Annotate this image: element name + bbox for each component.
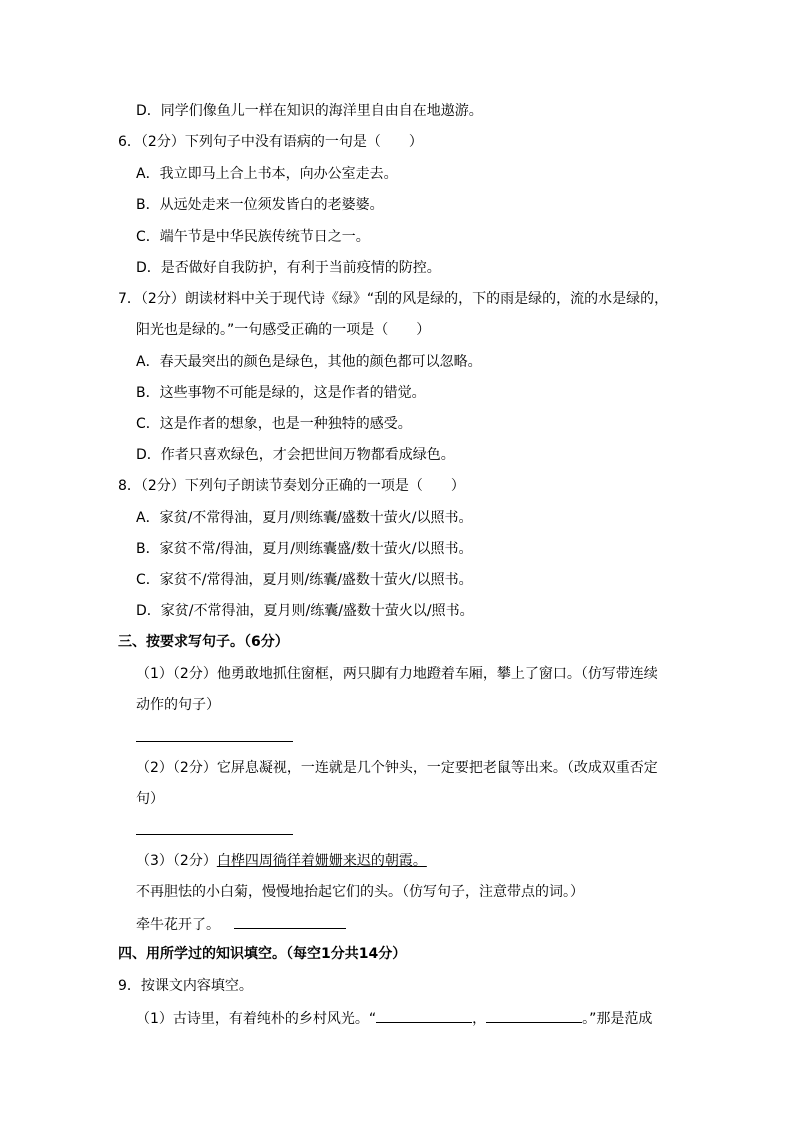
q7-stem-line2: 阳光也是绿的。”一句感受正确的一项是（ ） (136, 322, 431, 338)
q9-1-suffix: 。”那是范成 (582, 1011, 653, 1027)
q6-stem: 6．（2分）下列句子中没有语病的一句是（ ） (118, 134, 423, 150)
s3-q1-answer-blank[interactable] (136, 741, 293, 742)
q6-option-a: A．我立即马上合上书本，向办公室走去。 (136, 166, 398, 182)
s3-q1-line1: （1）（2分）他勇敢地抓住窗框，两只脚有力地蹬着车厢，攀上了窗口。（仿写带连续 (136, 666, 658, 682)
q7-option-a: A．春天最突出的颜色是绿色，其他的颜色都可以忽略。 (136, 354, 482, 370)
s3-q2-line2: 句） (136, 791, 164, 807)
q9-1-line (136, 1008, 652, 1029)
s3-q3-prefix: （3）（2分） (136, 853, 217, 869)
s3-q3-sentence: 白桦四周徜徉着姗姗来迟的朝霞。 (216, 853, 427, 869)
q8-option-c: C．家贫不/常得油，夏月则/练囊/盛数十萤火/以照书。 (136, 572, 473, 588)
q7-option-d: D．作者只喜欢绿色，才会把世间万物都看成绿色。 (136, 447, 455, 463)
q8-option-b: B．家贫不常/得油，夏月/则练囊盛/数十萤火/以照书。 (136, 541, 473, 557)
s3-q3-line3-text: 牵牛花开了。 (136, 917, 220, 933)
q9-1-blank-1[interactable] (376, 1008, 472, 1023)
s3-q2-answer-blank[interactable] (136, 834, 293, 835)
section4-heading: 四、用所学过的知识填空。（每空1分共14分） (118, 946, 407, 962)
q7-option-c: C．这是作者的想象，也是一种独特的感受。 (136, 416, 412, 432)
q9-1-blank-2[interactable] (486, 1008, 582, 1023)
q8-stem: 8．（2分）下列句子朗读节奏划分正确的一项是（ ） (118, 478, 465, 494)
q9-1-separator: ， (472, 1011, 487, 1027)
q9-1-prefix: （1）古诗里，有着纯朴的乡村风光。“ (136, 1011, 377, 1027)
s3-q3-answer-blank[interactable] (234, 914, 346, 929)
q6-option-d: D．是否做好自我防护，有利于当前疫情的防控。 (136, 260, 441, 276)
q9-stem: 9．按课文内容填空。 (118, 978, 253, 994)
s3-q3-line1 (136, 851, 427, 871)
q6-option-c: C．端午节是中华民族传统节日之一。 (136, 229, 370, 245)
q8-option-a: A．家贫/不常得油，夏月/则练囊/盛数十萤火/以照书。 (136, 510, 473, 526)
q7-option-b: B．这些事物不可能是绿的，这是作者的错觉。 (136, 385, 426, 401)
section3-heading: 三、按要求写句子。（6分） (118, 634, 289, 650)
s3-q3-line3 (136, 914, 346, 935)
s3-q3-line2: 不再胆怯的小白菊，慢慢地抬起它们的头。（仿写句子，注意带点的词。） (136, 884, 584, 900)
q8-option-d: D．家贫/不常得油，夏月则/练囊/盛数十萤火以/照书。 (136, 603, 474, 619)
q7-stem-line1: 7．（2分）朗读材料中关于现代诗《绿》“刮的风是绿的，下的雨是绿的，流的水是绿的， (118, 291, 669, 307)
s3-q1-line2: 动作的句子） (136, 697, 220, 713)
q6-option-b: B．从远处走来一位须发皆白的老婆婆。 (136, 197, 384, 213)
q5-option-d: D．同学们像鱼儿一样在知识的海洋里自由自在地遨游。 (136, 103, 483, 119)
s3-q2-line1: （2）（2分）它屏息凝视，一连就是几个钟头，一定要把老鼠等出来。（改成双重否定 (136, 760, 658, 776)
